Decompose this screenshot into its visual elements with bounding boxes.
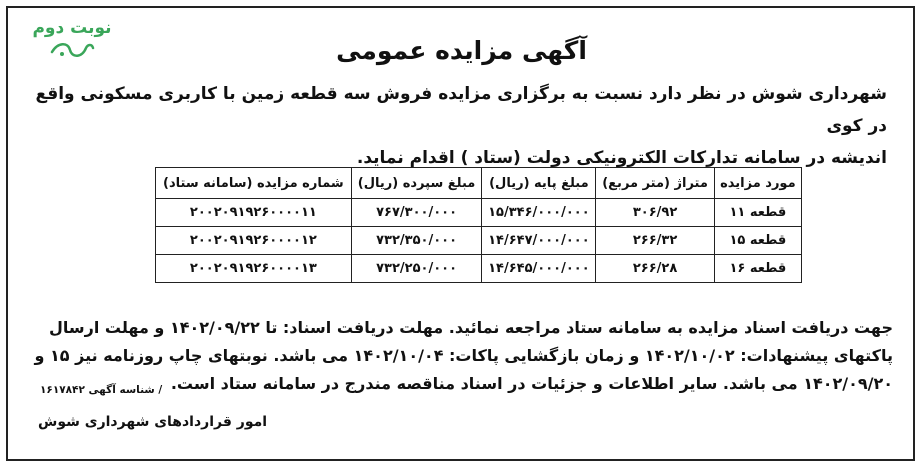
cell-base-price: ۱۴/۶۴۷/۰۰۰/۰۰۰ — [482, 227, 596, 255]
cell-base-price: ۱۴/۶۴۵/۰۰۰/۰۰۰ — [482, 255, 596, 283]
cell-auction-number: ۲۰۰۲۰۹۱۹۲۶۰۰۰۰۱۳ — [156, 255, 352, 283]
table-row — [156, 199, 802, 227]
details-line-2: پاکتهای پیشنهادات: ۱۴۰۲/۱۰/۰۲ و زمان بازگشایی پاکات: ۱۴۰۲/۱۰/۰۴ می باشد. نوبتهای چاپ روزنامه نیز ۱۵ و — [34, 346, 893, 365]
cell-area: ۳۰۶/۹۲ — [596, 199, 714, 227]
header-auction-number: شماره مزایده (سامانه ستاد) — [156, 168, 352, 199]
header-deposit: مبلغ سپرده (ریال) — [351, 168, 482, 199]
page-title: آگهی مزایده عمومی — [336, 36, 587, 65]
cell-item: قطعه ۱۵ — [714, 227, 801, 255]
header-area: متراژ (متر مربع) — [596, 168, 714, 199]
cell-area: ۲۶۶/۳۲ — [596, 227, 714, 255]
details-line-3: ۱۴۰۲/۰۹/۲۰ می باشد. سایر اطلاعات و جزئیات در اسناد مناقصه مندرج در سامانه ستاد است. — [170, 374, 893, 393]
table-row — [156, 227, 802, 255]
cell-auction-number: ۲۰۰۲۰۹۱۹۲۶۰۰۰۰۱۲ — [156, 227, 352, 255]
intro-line-1: شهرداری شوش در نظر دارد نسبت به برگزاری مزایده فروش سه قطعه زمین با کاربری مسکونی واقع در کوی — [35, 84, 887, 136]
issuer-signature: امور قراردادهای شهرداری شوش — [38, 414, 268, 430]
cell-deposit: ۷۳۲/۳۵۰/۰۰۰ — [351, 227, 482, 255]
cell-area: ۲۶۶/۲۸ — [596, 255, 714, 283]
auction-table — [155, 167, 802, 283]
intro-paragraph — [27, 78, 887, 174]
table-header-row — [156, 168, 802, 199]
cell-item: قطعه ۱۱ — [714, 199, 801, 227]
header-item: مورد مزایده — [714, 168, 801, 199]
cell-deposit: ۷۳۲/۲۵۰/۰۰۰ — [351, 255, 482, 283]
round-badge-label: نوبت دوم — [32, 18, 112, 38]
cell-item: قطعه ۱۶ — [714, 255, 801, 283]
cell-base-price: ۱۵/۳۴۶/۰۰۰/۰۰۰ — [482, 199, 596, 227]
intro-line-2: اندیشه در سامانه تدارکات الکترونیکی دولت (ستاد ) اقدام نماید. — [356, 148, 887, 168]
ad-id: / شناسه آگهی ۱۶۱۷۸۴۲ — [40, 384, 163, 396]
details-line-1: جهت دریافت اسناد مزایده به سامانه ستاد مراجعه نمائید. مهلت دریافت اسناد: تا ۱۴۰۲/۰۹/۲۲ و مهلت ارسال — [49, 318, 893, 337]
cell-deposit: ۷۶۷/۳۰۰/۰۰۰ — [351, 199, 482, 227]
cell-auction-number: ۲۰۰۲۰۹۱۹۲۶۰۰۰۰۱۱ — [156, 199, 352, 227]
header-base-price: مبلغ پایه (ریال) — [482, 168, 596, 199]
table-row — [156, 255, 802, 283]
